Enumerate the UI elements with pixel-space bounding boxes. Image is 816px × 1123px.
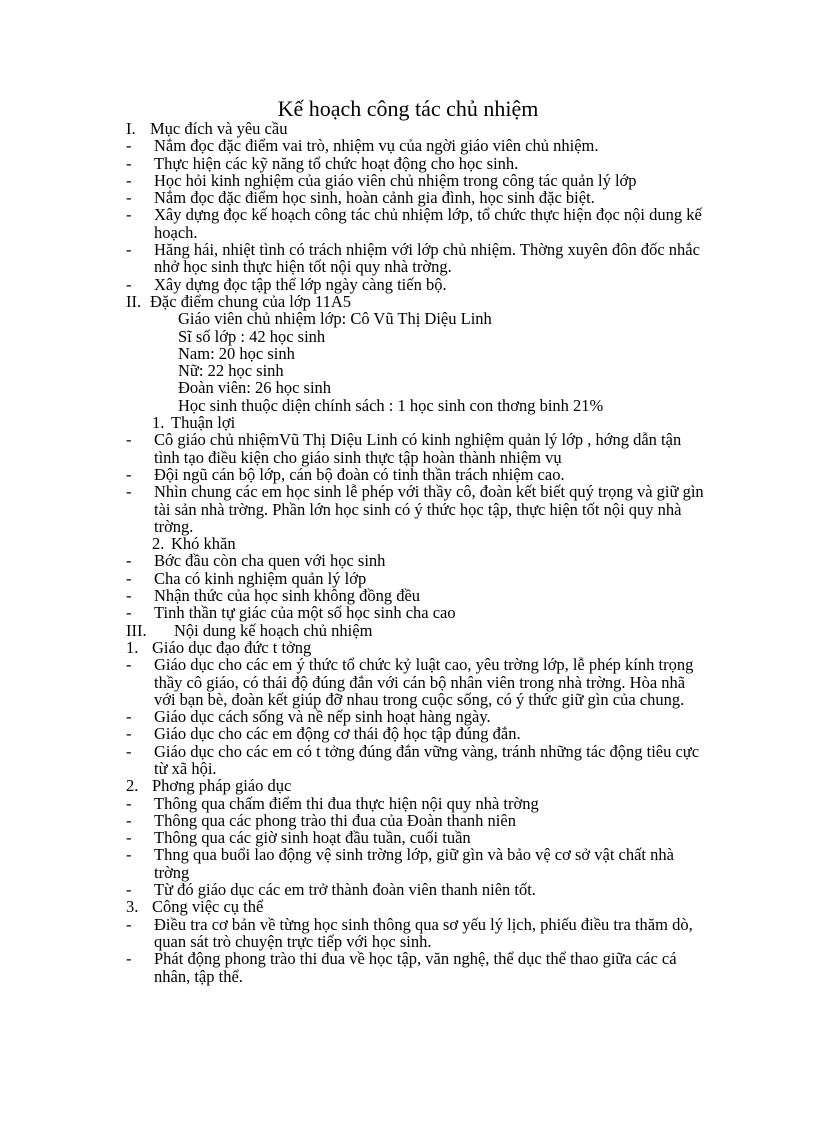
document-line: [126, 172, 706, 189]
list-marker: -: [126, 724, 132, 744]
document-line: [126, 483, 706, 535]
line-text: Phát động phong trào thi đua về học tập, văn nghệ, thể dục thể thao giữa các cá nhân, tập thể.: [154, 949, 677, 986]
line-text: Thông qua chấm điểm thi đua thực hiện nội quy nhà trờng: [154, 793, 539, 813]
line-text: Nắm đọc đặc điểm học sinh, hoàn cảnh gia đình, học sinh đặc biệt.: [154, 188, 595, 208]
list-marker: 2.: [126, 776, 139, 796]
line-text: Nhận thức của học sinh không đồng đều: [154, 586, 421, 606]
list-marker: -: [126, 240, 132, 260]
list-marker: -: [126, 464, 132, 484]
list-marker: -: [126, 188, 132, 208]
line-text: Thuận lợi: [171, 413, 236, 433]
document-line: [126, 604, 706, 621]
line-text: Nắm đọc đặc điểm vai trò, nhiệm vụ của ngời giáo viên chủ nhiệm.: [154, 136, 599, 156]
document-line: [126, 570, 706, 587]
document-line: [126, 120, 706, 137]
list-marker: 1.: [152, 413, 165, 433]
document-line: [126, 241, 706, 276]
document-line: [126, 535, 706, 552]
line-text: Học hỏi kinh nghiệm của giáo viên chủ nhiệm trong công tác quản lý lớp: [154, 170, 637, 190]
list-marker: -: [126, 793, 132, 813]
list-marker: -: [126, 274, 132, 294]
line-text: Cha có kinh nghiệm quản lý lớp: [154, 568, 367, 588]
document-title: Kế hoạch công tác chủ nhiệm: [277, 96, 539, 121]
document-line: [126, 656, 706, 708]
document-line: [126, 725, 706, 742]
line-text: Giáo viên chủ nhiệm lớp: Cô Vũ Thị Diệu Linh: [178, 309, 492, 329]
document-line: [126, 431, 706, 466]
line-text: Điều tra cơ bản về từng học sinh thông qua sơ yếu lý lịch, phiếu điều tra thăm dò, quan sát trò chuyện trực tiếp với học sinh.: [154, 914, 693, 951]
line-text: Thực hiện các kỹ năng tổ chức hoạt động cho học sinh.: [154, 153, 519, 173]
line-text: Đội ngũ cán bộ lớp, cán bộ đoàn có tinh thần trách nhiệm cao.: [154, 464, 565, 484]
document-line: [126, 708, 706, 725]
list-marker: -: [126, 914, 132, 934]
line-text: Mục đích và yêu cầu: [150, 119, 288, 138]
line-text: Thng qua buổi lao động vệ sinh trờng lớp, giữ gìn và bảo vệ cơ sở vật chất nhà trờng: [154, 845, 674, 882]
line-text: Tinh thần tự giác của một số học sinh cha cao: [154, 603, 456, 623]
document-line: [126, 552, 706, 569]
document-line: [126, 276, 706, 293]
document-body: [126, 120, 706, 985]
document-line: [126, 293, 706, 310]
document-line: [126, 846, 706, 881]
list-marker: 2.: [152, 534, 165, 554]
document-line: [126, 950, 706, 985]
document-line: [126, 206, 706, 241]
line-text: Xây dựng đọc tập thể lớp ngày càng tiến bộ.: [154, 274, 447, 294]
list-marker: -: [126, 568, 132, 588]
document-line: [126, 466, 706, 483]
list-marker: -: [126, 430, 132, 450]
list-marker: -: [126, 741, 132, 761]
document-line: [126, 881, 706, 898]
list-marker: -: [126, 205, 132, 225]
line-text: Sĩ số lớp : 42 học sinh: [178, 326, 326, 346]
line-text: Thông qua các giờ sinh hoạt đầu tuần, cuối tuần: [154, 828, 471, 848]
line-text: Xây dựng đọc kế hoạch công tác chủ nhiệm lớp, tổ chức thực hiện đọc nội dung kế hoạch.: [154, 205, 702, 242]
document-line: [126, 379, 706, 396]
line-text: Giáo dục cho các em ý thức tổ chức kỷ luật cao, yêu trờng lớp, lễ phép kính trọng thầy cô giáo, có thái độ đúng đắn với cán bộ nhân viên trong nhà trờng. Hòa nhã với bạn bè, đoàn kết giúp đỡ nhau trong cuộc sống, có ý thức giữ gìn của chung.: [154, 655, 694, 709]
line-text: Từ đó giáo dục các em trở thành đoàn viên thanh niên tốt.: [154, 880, 536, 900]
list-marker: -: [126, 170, 132, 190]
line-text: Hăng hái, nhiệt tình có trách nhiệm với lớp chủ nhiệm. Thờng xuyên đôn đốc nhắc nhở học sinh thực hiện tốt nội quy nhà trờng.: [154, 240, 700, 277]
document-line: [126, 795, 706, 812]
line-text: Khó khăn: [171, 534, 236, 554]
line-text: Thông qua các phong trào thi đua của Đoàn thanh niên: [154, 810, 516, 830]
list-marker: -: [126, 880, 132, 900]
line-text: Nam: 20 học sinh: [178, 343, 295, 363]
list-marker: I.: [126, 119, 136, 138]
document-line: [126, 310, 706, 327]
list-marker: -: [126, 707, 132, 727]
list-marker: -: [126, 828, 132, 848]
line-text: Đoàn viên: 26 học sinh: [178, 378, 332, 398]
line-text: Nội dung kế hoạch chủ nhiệm: [174, 620, 373, 640]
document-line: [126, 829, 706, 846]
list-marker: -: [126, 551, 132, 571]
document-line: [126, 328, 706, 345]
line-text: Phơng pháp giáo dục: [152, 776, 292, 796]
line-text: Giáo dục cách sống và nề nếp sinh hoạt hàng ngày.: [154, 707, 491, 727]
list-marker: 3.: [126, 897, 139, 917]
document-line: [126, 898, 706, 915]
document-line: [126, 414, 706, 431]
line-text: Học sinh thuộc diện chính sách : 1 học sinh con thơng binh 21%: [178, 395, 604, 415]
line-text: Cô giáo chủ nhiệmVũ Thị Diệu Linh có kinh nghiệm quản lý lớp , hớng dẫn tận tình tạo điều kiện cho giáo sinh thực tập hoàn thành nhiệm vụ: [154, 430, 682, 467]
list-marker: -: [126, 136, 132, 156]
line-text: Đặc điểm chung của lớp 11A5: [150, 291, 352, 311]
list-marker: II.: [126, 291, 142, 311]
document-line: [126, 639, 706, 656]
document-line: [126, 812, 706, 829]
line-text: Giáo dục đạo đức t tởng: [152, 637, 312, 657]
list-marker: -: [126, 153, 132, 173]
document-line: [126, 397, 706, 414]
document-line: [126, 622, 706, 639]
list-marker: -: [126, 655, 132, 675]
document-line: [126, 189, 706, 206]
document-line: [126, 155, 706, 172]
line-text: Công việc cụ thể: [152, 897, 264, 917]
line-text: Nữ: 22 học sinh: [178, 361, 284, 381]
document-line: [126, 777, 706, 794]
line-text: Giáo dục cho các em có t tởng đúng đắn vững vàng, tránh những tác động tiêu cực từ xã hội.: [154, 741, 700, 778]
line-text: Nhìn chung các em học sinh lễ phép với thầy cô, đoàn kết biết quý trọng và giữ gìn tài sản nhà trờng. Phần lớn học sinh có ý thức học tập, thực hiện tốt nội quy nhà trờng.: [154, 482, 704, 536]
document-line: [126, 587, 706, 604]
list-marker: -: [126, 482, 132, 502]
document-line: [126, 362, 706, 379]
list-marker: -: [126, 810, 132, 830]
document-line: [126, 345, 706, 362]
list-marker: -: [126, 845, 132, 865]
list-marker: 1.: [126, 637, 139, 657]
list-marker: -: [126, 603, 132, 623]
document-line: [126, 743, 706, 778]
line-text: Bớc đầu còn cha quen với học sinh: [154, 551, 386, 571]
document-line: [126, 137, 706, 154]
list-marker: -: [126, 586, 132, 606]
document-line: [126, 916, 706, 951]
list-marker: III.: [126, 620, 147, 640]
line-text: Giáo dục cho các em động cơ thái độ học tập đúng đắn.: [154, 724, 521, 744]
list-marker: -: [126, 949, 132, 969]
